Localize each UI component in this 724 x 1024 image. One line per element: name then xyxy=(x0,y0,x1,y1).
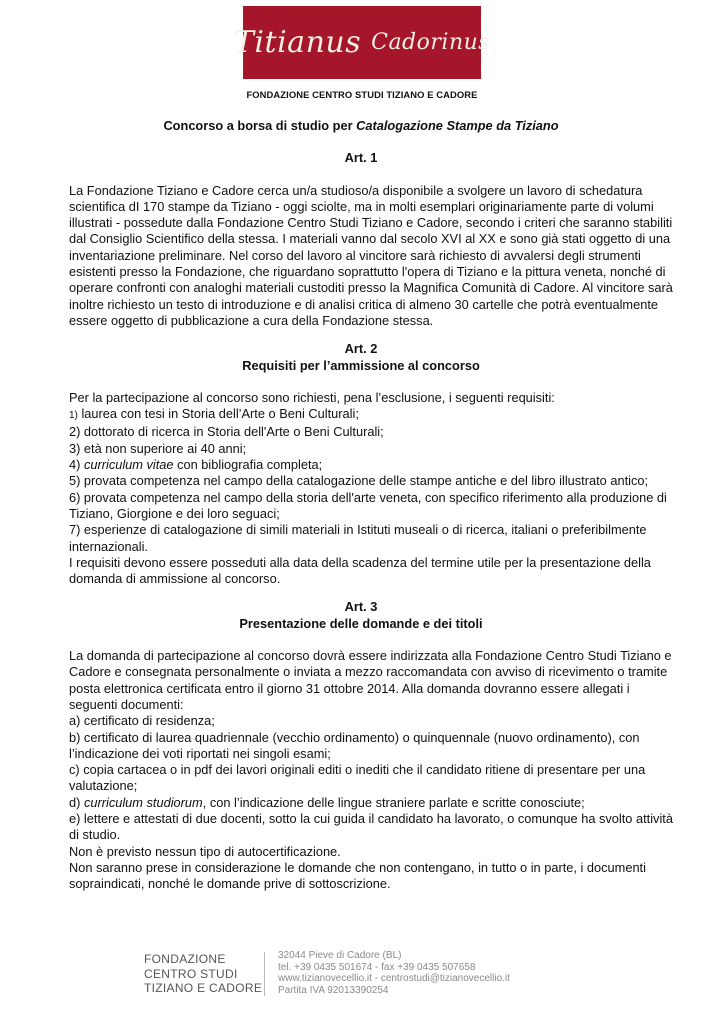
art1-line: La Fondazione Tiziano e Cadore cerca un/a studioso/a disponibile a svolgere un lavoro di schedatura xyxy=(69,182,643,198)
art3-note: Non saranno prese in considerazione le domande che non contengano, in tutto o in parte, i documenti xyxy=(69,859,646,875)
art1-line: inventariazione preliminare. Nel corso del lavoro al vincitore sarà richiesto di avvalersi degli strumenti xyxy=(69,247,641,263)
art1-line: essere oggetto di pubblicazione a cura della Fondazione stessa. xyxy=(69,312,434,328)
requirement-number: 4) xyxy=(69,457,84,473)
art2-closing: I requisiti devono essere posseduti alla data della scadenza del termine utile per la presentazione della xyxy=(69,554,651,570)
requirement-item: 6) provata competenza nel campo della storia dell'arte veneta, con specifico riferimento alla produzione di xyxy=(69,489,667,505)
requirement-text: laurea con tesi in Storia dell’Arte o Beni Culturali; xyxy=(77,406,359,422)
requirement-item: 5) provata competenza nel campo della catalogazione delle stampe antiche e del libro illustrato antico; xyxy=(69,473,649,489)
art3-intro-line: Cadore e consegnata personalmente o inviata a mezzo raccomandata con avviso di ricevimento o tramite xyxy=(69,664,668,680)
requirement-item-cont: Tiziano, Giorgione e dei loro seguaci; xyxy=(69,505,280,521)
document-item xyxy=(69,795,653,811)
art3-heading: Art. 3 xyxy=(344,599,378,615)
requirement-item xyxy=(69,406,653,424)
logo xyxy=(233,6,491,79)
document-item-number: d) xyxy=(69,794,84,810)
art3-intro-line: La domanda di partecipazione al concorso dovrà essere indirizzata alla Fondazione Centro Studi Tiziano e xyxy=(69,648,672,664)
requirement-item xyxy=(69,457,653,473)
footer-phone-fax: tel. +39 0435 501674 - fax +39 0435 507658 xyxy=(278,961,476,973)
art1-line: illustrati - possedute dalla Fondazione Centro Studi Tiziano e Cadore, secondo i criteri che saranno stabiliti xyxy=(69,215,673,231)
footer-divider xyxy=(264,952,265,996)
document-item: a) certificato di residenza; xyxy=(69,713,215,729)
footer-web-email: www.tizianovecellio.it - centrostudi@tizianovecellio.it xyxy=(278,973,510,985)
requirement-item: 2) dottorato di ricerca in Storia dell'Arte o Beni Culturali; xyxy=(69,424,384,440)
logo-word-cadorinus: Cadorinus xyxy=(371,30,491,55)
title-plain: Concorso a borsa di studio per xyxy=(163,118,357,133)
document-item-cont: valutazione; xyxy=(69,778,138,794)
logo-word-titianus: Titianus xyxy=(233,25,362,60)
document-title xyxy=(69,118,653,134)
art3-note-cont: sopraindicati, nonché le domande prive di sottoscrizione. xyxy=(69,876,391,892)
requirement-text: con bibliografia completa; xyxy=(173,457,323,473)
art2-closing: domanda di ammissione al concorso. xyxy=(69,571,281,587)
requirement-item: 7) esperienze di catalogazione di simili materiali in Istituti museali o di ricerca, italiani o preferibilmente xyxy=(69,522,647,538)
art1-paragraph xyxy=(69,182,673,330)
organization-name: FONDAZIONE CENTRO STUDI TIZIANO E CADORE xyxy=(246,89,478,100)
footer-vat: Partita IVA 92013390254 xyxy=(278,984,389,996)
art3-list xyxy=(69,648,673,892)
art1-line: inoltre richiesto un testo di introduzione e di analisi critica di almeno 30 cartelle che potrà eventualmente xyxy=(69,296,658,312)
footer-org-line: CENTRO STUDI xyxy=(144,966,238,981)
art1-line: dal Consiglio Scientifico della stessa. I materiali vanno dal secolo XVI al XX e sono già stati oggetto di una xyxy=(69,231,671,247)
art1-line: operare confronti con analoghi materiali custoditi presso la Magnifica Comunità di Cadore. Al vincitore sarà xyxy=(69,280,673,296)
art3-note: Non è previsto nessun tipo di autocertificazione. xyxy=(69,843,341,859)
requirement-number: 1) xyxy=(69,410,78,422)
document-body xyxy=(69,118,673,892)
art1-line: scientifica dI 170 stampe da Tiziano - oggi sciolte, ma in molti esemplari originariamente parte di volumi xyxy=(69,198,654,214)
document-item: c) copia cartacea o in pdf dei lavori originali editi o inediti che il candidato ritiene di presentare per una xyxy=(69,762,646,778)
document-item: b) certificato di laurea quadriennale (vecchio ordinamento) o quinquennale (nuovo ordinamento), con xyxy=(69,729,640,745)
art1-heading: Art. 1 xyxy=(344,150,378,166)
art1-line: esistenti presso la Fondazione, che riguardano soprattutto l'opera di Tiziano e la pittura veneta, nonché di xyxy=(69,264,666,280)
art3-intro-line: seguenti documenti: xyxy=(69,696,184,712)
art2-subheading: Requisiti per l’ammissione al concorso xyxy=(242,357,480,373)
document-item: e) lettere e attestati di due docenti, sotto la cui guida il candidato ha lavorato, o comunque ha svolto attività xyxy=(69,810,673,826)
document-item-text: , con l’indicazione delle lingue straniere parlate e scritte conosciute; xyxy=(202,794,585,810)
art3-intro-line: posta elettronica certificata entro il giorno 31 ottobre 2014. Alla domanda dovranno essere allegati i xyxy=(69,680,630,696)
art2-list xyxy=(69,389,667,588)
document-item-cont: di studio. xyxy=(69,827,121,843)
footer-contacts xyxy=(278,950,510,996)
title-italic: Catalogazione Stampe da Tiziano xyxy=(356,118,559,133)
art2-intro: Per la partecipazione al concorso sono richiesti, pena l’esclusione, i seguenti requisiti: xyxy=(69,389,555,405)
document-item-italic: curriculum studiorum xyxy=(83,794,203,810)
art3-subheading: Presentazione delle domande e dei titoli xyxy=(239,615,483,631)
footer-organization xyxy=(144,952,262,996)
footer-address: 32044 Pieve di Cadore (BL) xyxy=(278,950,402,961)
footer-org-line: FONDAZIONE xyxy=(144,952,226,966)
requirement-item: 3) età non superiore ai 40 anni; xyxy=(69,440,247,456)
requirement-italic: curriculum vitae xyxy=(83,457,174,473)
document-item-cont: l’indicazione dei voti riportati nei singoli esami; xyxy=(69,745,331,761)
requirement-item-cont: internazionali. xyxy=(69,538,148,554)
footer-org-line: TIZIANO E CADORE xyxy=(144,981,263,995)
art2-heading: Art. 2 xyxy=(344,341,378,357)
